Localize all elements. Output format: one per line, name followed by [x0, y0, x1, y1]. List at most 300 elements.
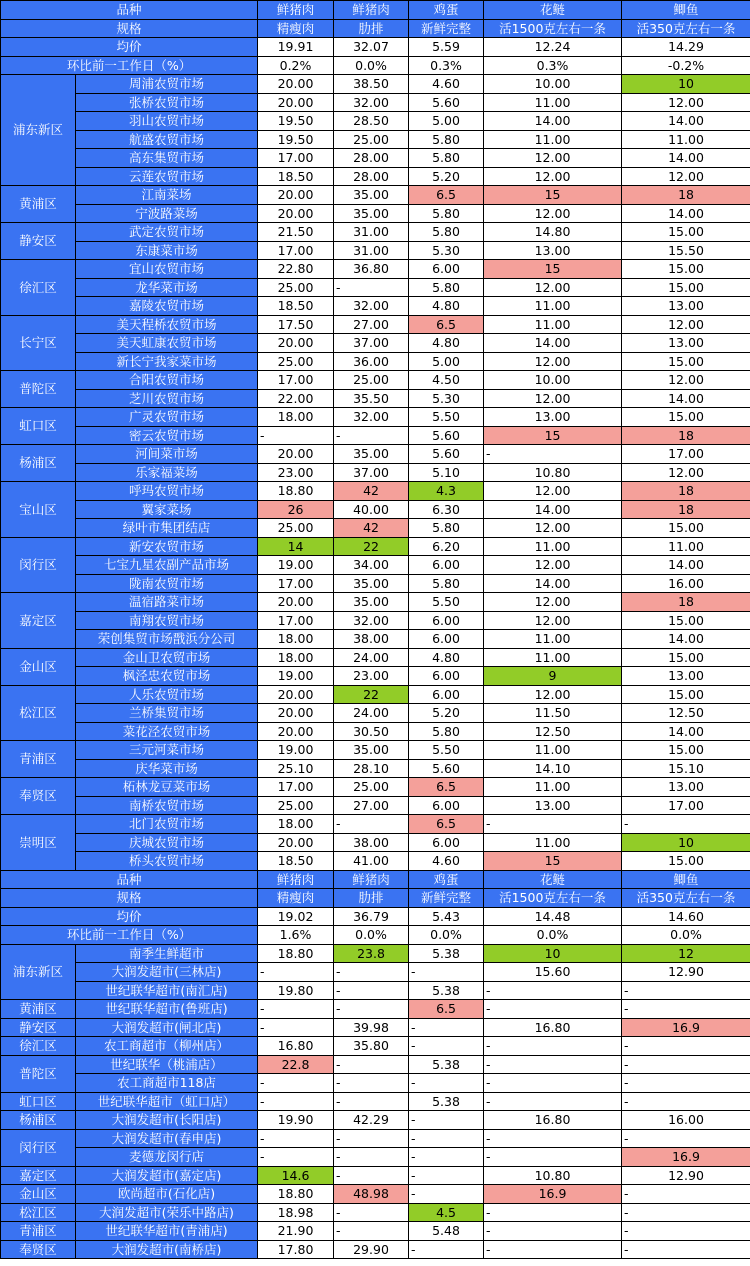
price-cell: 18: [622, 186, 750, 205]
price-cell: 38.50: [334, 75, 409, 94]
price-cell: 5.80: [409, 722, 484, 741]
price-cell: 10: [622, 833, 750, 852]
price-cell: 32.00: [334, 408, 409, 427]
average-value: 14.29: [622, 38, 750, 57]
district-cell: 浦东新区: [1, 75, 76, 186]
average-row: [1, 38, 750, 57]
price-cell: -: [622, 1240, 750, 1259]
price-cell: -: [258, 1129, 334, 1148]
price-cell: 10: [622, 75, 750, 94]
table-row: [1, 75, 750, 94]
price-cell: -: [484, 1000, 622, 1019]
spec-row: [1, 19, 750, 38]
price-cell: 12.00: [622, 371, 750, 390]
market-name: 三元河菜市场: [76, 741, 258, 760]
price-cell: 6.5: [409, 315, 484, 334]
price-cell: 4.80: [409, 297, 484, 316]
price-cell: 15.00: [622, 741, 750, 760]
price-cell: 20.00: [258, 93, 334, 112]
price-cell: 36.80: [334, 260, 409, 279]
price-cell: -: [258, 426, 334, 445]
price-cell: 4.60: [409, 75, 484, 94]
price-cell: 38.00: [334, 833, 409, 852]
change-label: 环比前一工作日（%）: [1, 56, 258, 75]
price-cell: 18: [622, 426, 750, 445]
price-cell: 19.50: [258, 112, 334, 131]
district-cell: 松江区: [1, 1203, 76, 1222]
market-name: 南桥农贸市场: [76, 796, 258, 815]
price-cell: 18: [622, 593, 750, 612]
price-cell: -: [258, 1018, 334, 1037]
price-cell: -: [409, 1148, 484, 1167]
price-cell: 6.5: [409, 778, 484, 797]
price-cell: 25.00: [258, 519, 334, 538]
price-cell: -: [334, 426, 409, 445]
table-row: [1, 260, 750, 279]
change-value: 0.0%: [484, 926, 622, 945]
header-spec-4: 活1500克左右一条: [484, 19, 622, 38]
price-cell: 11.00: [484, 741, 622, 760]
average-value: 5.59: [409, 38, 484, 57]
table-row: [1, 1018, 750, 1037]
price-cell: -: [334, 1074, 409, 1093]
table-row: [1, 352, 750, 371]
market-name: 金山卫农贸市场: [76, 648, 258, 667]
table-row: [1, 223, 750, 242]
price-cell: 12.00: [484, 204, 622, 223]
price-cell: 36.00: [334, 352, 409, 371]
price-cell: 10.80: [484, 1166, 622, 1185]
price-cell: 4.60: [409, 852, 484, 871]
price-cell: 16.80: [258, 1037, 334, 1056]
price-cell: 15.00: [622, 408, 750, 427]
price-cell: 25.00: [334, 778, 409, 797]
price-cell: 15.60: [484, 963, 622, 982]
price-cell: 34.00: [334, 556, 409, 575]
price-cell: 15.00: [622, 278, 750, 297]
market-name: 荣创集贸市场戬浜分公司: [76, 630, 258, 649]
district-cell: 青浦区: [1, 1222, 76, 1241]
price-cell: 20.00: [258, 833, 334, 852]
market-name: 北门农贸市场: [76, 815, 258, 834]
price-cell: 4.3: [409, 482, 484, 501]
price-cell: 12.50: [622, 704, 750, 723]
market-name: 密云农贸市场: [76, 426, 258, 445]
price-cell: 4.50: [409, 371, 484, 390]
price-cell: 13.00: [484, 796, 622, 815]
market-name: 大润发超市(南桥店): [76, 1240, 258, 1259]
price-cell: -: [622, 815, 750, 834]
price-cell: 18.80: [258, 482, 334, 501]
table-row: [1, 963, 750, 982]
price-cell: 12.00: [622, 463, 750, 482]
header-product-4: 花鲢: [484, 870, 622, 889]
market-name: 新安农贸市场: [76, 537, 258, 556]
average-value: 19.91: [258, 38, 334, 57]
district-cell: 黄浦区: [1, 1000, 76, 1019]
price-cell: 11.00: [484, 130, 622, 149]
price-cell: 12: [622, 944, 750, 963]
price-cell: -: [334, 1148, 409, 1167]
price-cell: 6.5: [409, 186, 484, 205]
price-cell: 35.00: [334, 593, 409, 612]
price-cell: 19.90: [258, 1111, 334, 1130]
market-name: 世纪联华超市(南汇店): [76, 981, 258, 1000]
header-row: [1, 870, 750, 889]
price-cell: 5.60: [409, 93, 484, 112]
price-cell: 15.50: [622, 241, 750, 260]
price-cell: 28.50: [334, 112, 409, 131]
table-row: [1, 482, 750, 501]
average-value: 14.60: [622, 907, 750, 926]
header-spec-label: 规格: [1, 19, 258, 38]
price-cell: 18.00: [258, 815, 334, 834]
market-name: 世纪联华超市（虹口店）: [76, 1092, 258, 1111]
table-row: [1, 371, 750, 390]
price-cell: 23.00: [258, 463, 334, 482]
market-name: 乐家福菜场: [76, 463, 258, 482]
table-row: [1, 537, 750, 556]
price-cell: 11.00: [622, 130, 750, 149]
table-row: [1, 149, 750, 168]
change-label: 环比前一工作日（%）: [1, 926, 258, 945]
market-name: 枫泾忠农贸市场: [76, 667, 258, 686]
price-cell: 15: [484, 186, 622, 205]
change-row: [1, 926, 750, 945]
price-cell: 20.00: [258, 445, 334, 464]
table-row: [1, 778, 750, 797]
price-cell: 16.9: [622, 1018, 750, 1037]
price-cell: 6.00: [409, 630, 484, 649]
price-cell: 11.00: [484, 630, 622, 649]
price-cell: 12.00: [622, 315, 750, 334]
price-cell: 5.50: [409, 593, 484, 612]
price-cell: -: [622, 1129, 750, 1148]
table-row: [1, 741, 750, 760]
price-cell: -: [334, 1092, 409, 1111]
price-cell: 11.00: [484, 93, 622, 112]
change-row: [1, 56, 750, 75]
price-cell: 38.00: [334, 630, 409, 649]
price-cell: 10.00: [484, 371, 622, 390]
price-cell: -: [334, 1055, 409, 1074]
market-name: 桥头农贸市场: [76, 852, 258, 871]
price-cell: 6.30: [409, 500, 484, 519]
price-cell: 41.00: [334, 852, 409, 871]
price-cell: 22: [334, 537, 409, 556]
district-cell: 嘉定区: [1, 593, 76, 649]
change-value: 0.0%: [334, 56, 409, 75]
district-cell: 杨浦区: [1, 1111, 76, 1130]
price-cell: 25.10: [258, 759, 334, 778]
market-name: 嘉陵农贸市场: [76, 297, 258, 316]
district-cell: 宝山区: [1, 482, 76, 538]
header-variety-label: 品种: [1, 870, 258, 889]
price-cell: 19.00: [258, 556, 334, 575]
price-cell: 5.60: [409, 426, 484, 445]
market-name: 江南菜场: [76, 186, 258, 205]
header-spec-label: 规格: [1, 889, 258, 908]
district-cell: 闵行区: [1, 1129, 76, 1166]
average-value: 14.48: [484, 907, 622, 926]
average-value: 32.07: [334, 38, 409, 57]
price-cell: 19.00: [258, 741, 334, 760]
price-cell: 35.80: [334, 1037, 409, 1056]
price-cell: 40.00: [334, 500, 409, 519]
table-row: [1, 796, 750, 815]
price-cell: 14.00: [484, 574, 622, 593]
market-name: 高东集贸市场: [76, 149, 258, 168]
price-cell: 5.20: [409, 167, 484, 186]
price-cell: -: [484, 981, 622, 1000]
price-cell: 15.00: [622, 260, 750, 279]
price-cell: -: [409, 963, 484, 982]
price-cell: 6.20: [409, 537, 484, 556]
price-cell: 18: [622, 500, 750, 519]
header-row: [1, 1, 750, 20]
table-row: [1, 648, 750, 667]
price-cell: -: [334, 1222, 409, 1241]
price-cell: 19.80: [258, 981, 334, 1000]
price-cell: 39.98: [334, 1018, 409, 1037]
price-cell: 6.00: [409, 556, 484, 575]
price-cell: -: [258, 1092, 334, 1111]
price-cell: 20.00: [258, 204, 334, 223]
table-row: [1, 1185, 750, 1204]
price-cell: -: [334, 815, 409, 834]
header-spec-5: 活350克左右一条: [622, 19, 750, 38]
market-name: 庆城农贸市场: [76, 833, 258, 852]
table-row: [1, 667, 750, 686]
header-spec-1: 精瘦肉: [258, 19, 334, 38]
header-spec-5: 活350克左右一条: [622, 889, 750, 908]
price-cell: 22: [334, 685, 409, 704]
price-cell: 14.00: [484, 500, 622, 519]
price-cell: 31.00: [334, 241, 409, 260]
header-product-2: 鲜猪肉: [334, 1, 409, 20]
price-cell: 14.00: [622, 112, 750, 131]
price-cell: 11.00: [622, 537, 750, 556]
price-cell: 25.00: [258, 352, 334, 371]
price-cell: 11.00: [484, 833, 622, 852]
price-cell: 5.80: [409, 519, 484, 538]
price-cell: 5.80: [409, 278, 484, 297]
table-row: [1, 611, 750, 630]
price-cell: -: [484, 1129, 622, 1148]
header-spec-4: 活1500克左右一条: [484, 889, 622, 908]
price-cell: 48.98: [334, 1185, 409, 1204]
price-cell: -: [409, 1185, 484, 1204]
price-cell: 18.00: [258, 630, 334, 649]
price-cell: 14.6: [258, 1166, 334, 1185]
price-cell: -: [409, 1074, 484, 1093]
price-cell: 32.00: [334, 93, 409, 112]
price-cell: 4.5: [409, 1203, 484, 1222]
price-cell: 11.00: [484, 315, 622, 334]
market-name: 南季生鲜超市: [76, 944, 258, 963]
market-name: 欧尚超市(石化店): [76, 1185, 258, 1204]
market-name: 宁波路菜场: [76, 204, 258, 223]
price-cell: 31.00: [334, 223, 409, 242]
average-row: [1, 907, 750, 926]
price-cell: 5.50: [409, 408, 484, 427]
price-cell: 11.00: [484, 297, 622, 316]
market-name: 菜花泾农贸市场: [76, 722, 258, 741]
table-row: [1, 204, 750, 223]
table-row: [1, 815, 750, 834]
price-cell: 16.80: [484, 1111, 622, 1130]
price-cell: 12.00: [484, 352, 622, 371]
table-row: [1, 408, 750, 427]
price-cell: -: [622, 1222, 750, 1241]
market-name: 世纪联华（桃浦店）: [76, 1055, 258, 1074]
price-cell: -: [484, 1037, 622, 1056]
market-name: 柘林龙豆菜市场: [76, 778, 258, 797]
price-cell: 25.00: [258, 278, 334, 297]
market-name: 张桥农贸市场: [76, 93, 258, 112]
table-row: [1, 1055, 750, 1074]
price-cell: 22.00: [258, 389, 334, 408]
table-row: [1, 574, 750, 593]
price-cell: 12.00: [484, 389, 622, 408]
change-value: 0.3%: [409, 56, 484, 75]
price-cell: 17.80: [258, 1240, 334, 1259]
table-row: [1, 112, 750, 131]
price-cell: 12.00: [484, 482, 622, 501]
price-cell: -: [484, 445, 622, 464]
price-cell: 23.00: [334, 667, 409, 686]
price-cell: 29.90: [334, 1240, 409, 1259]
market-name: 大润发超市(荣乐中路店): [76, 1203, 258, 1222]
price-cell: 15.00: [622, 648, 750, 667]
market-name: 东康菜市场: [76, 241, 258, 260]
market-name: 世纪联华超市(鲁班店): [76, 1000, 258, 1019]
district-cell: 青浦区: [1, 741, 76, 778]
price-cell: 25.00: [258, 796, 334, 815]
price-cell: -: [258, 1148, 334, 1167]
price-cell: -: [334, 1129, 409, 1148]
price-cell: 12.00: [484, 556, 622, 575]
price-cell: 35.00: [334, 741, 409, 760]
header-product-1: 鲜猪肉: [258, 870, 334, 889]
price-cell: 15.00: [622, 852, 750, 871]
price-cell: 14.00: [622, 389, 750, 408]
price-cell: -: [622, 1185, 750, 1204]
price-cell: 14.00: [484, 112, 622, 131]
district-cell: 虹口区: [1, 1092, 76, 1111]
market-name: 新长宁我家菜市场: [76, 352, 258, 371]
price-cell: 20.00: [258, 186, 334, 205]
header-variety-label: 品种: [1, 1, 258, 20]
price-cell: 16.80: [484, 1018, 622, 1037]
price-cell: -: [484, 815, 622, 834]
price-cell: 14.10: [484, 759, 622, 778]
district-cell: 黄浦区: [1, 186, 76, 223]
price-cell: 17.00: [622, 445, 750, 464]
price-cell: 13.00: [622, 667, 750, 686]
table-row: [1, 1092, 750, 1111]
price-cell: 12.00: [622, 93, 750, 112]
average-value: 12.24: [484, 38, 622, 57]
district-cell: 徐汇区: [1, 1037, 76, 1056]
header-spec-2: 肋排: [334, 889, 409, 908]
price-cell: 22.8: [258, 1055, 334, 1074]
price-cell: 20.00: [258, 685, 334, 704]
table-row: [1, 852, 750, 871]
market-name: 大润发超市(闸北店): [76, 1018, 258, 1037]
price-cell: 13.00: [622, 778, 750, 797]
market-name: 世纪联华超市(青浦店): [76, 1222, 258, 1241]
market-name: 周浦农贸市场: [76, 75, 258, 94]
market-name: 航盛农贸市场: [76, 130, 258, 149]
price-cell: 12.00: [484, 149, 622, 168]
table-row: [1, 722, 750, 741]
price-cell: 27.00: [334, 315, 409, 334]
market-name: 翼家菜场: [76, 500, 258, 519]
price-cell: 35.50: [334, 389, 409, 408]
district-cell: 嘉定区: [1, 1166, 76, 1185]
price-cell: 35.00: [334, 186, 409, 205]
price-cell: 15: [484, 426, 622, 445]
market-name: 麦德龙闵行店: [76, 1148, 258, 1167]
price-cell: -: [409, 1018, 484, 1037]
market-name: 云莲农贸市场: [76, 167, 258, 186]
table-row: [1, 130, 750, 149]
price-cell: 28.10: [334, 759, 409, 778]
table-row: [1, 389, 750, 408]
price-cell: 28.00: [334, 149, 409, 168]
price-cell: 21.90: [258, 1222, 334, 1241]
table-row: [1, 1000, 750, 1019]
price-cell: 5.10: [409, 463, 484, 482]
table-row: [1, 1129, 750, 1148]
district-cell: 静安区: [1, 1018, 76, 1037]
market-name: 人乐农贸市场: [76, 685, 258, 704]
district-cell: 徐汇区: [1, 260, 76, 316]
price-cell: 16.00: [622, 1111, 750, 1130]
price-cell: 12.90: [622, 1166, 750, 1185]
price-cell: 18.80: [258, 944, 334, 963]
price-cell: 4.80: [409, 334, 484, 353]
table-row: [1, 445, 750, 464]
price-cell: 35.00: [334, 445, 409, 464]
table-row: [1, 297, 750, 316]
price-cell: 5.20: [409, 704, 484, 723]
header-product-3: 鸡蛋: [409, 870, 484, 889]
price-table-body: [1, 1, 750, 1259]
market-name: 大润发超市(嘉定店): [76, 1166, 258, 1185]
average-label: 均价: [1, 38, 258, 57]
price-cell: 14.00: [622, 149, 750, 168]
price-cell: 16.9: [622, 1148, 750, 1167]
price-cell: -: [622, 1037, 750, 1056]
header-product-3: 鸡蛋: [409, 1, 484, 20]
market-name: 羽山农贸市场: [76, 112, 258, 131]
price-cell: 14.00: [622, 556, 750, 575]
market-name: 河间菜市场: [76, 445, 258, 464]
price-cell: 12.00: [484, 167, 622, 186]
price-cell: 6.00: [409, 667, 484, 686]
change-value: 0.0%: [334, 926, 409, 945]
price-cell: 11.00: [484, 778, 622, 797]
price-cell: 35.00: [334, 574, 409, 593]
price-cell: 14.00: [622, 630, 750, 649]
price-cell: 6.00: [409, 611, 484, 630]
price-cell: 6.00: [409, 685, 484, 704]
market-name: 农工商超市（柳州店）: [76, 1037, 258, 1056]
price-cell: 5.38: [409, 944, 484, 963]
price-cell: 42: [334, 482, 409, 501]
